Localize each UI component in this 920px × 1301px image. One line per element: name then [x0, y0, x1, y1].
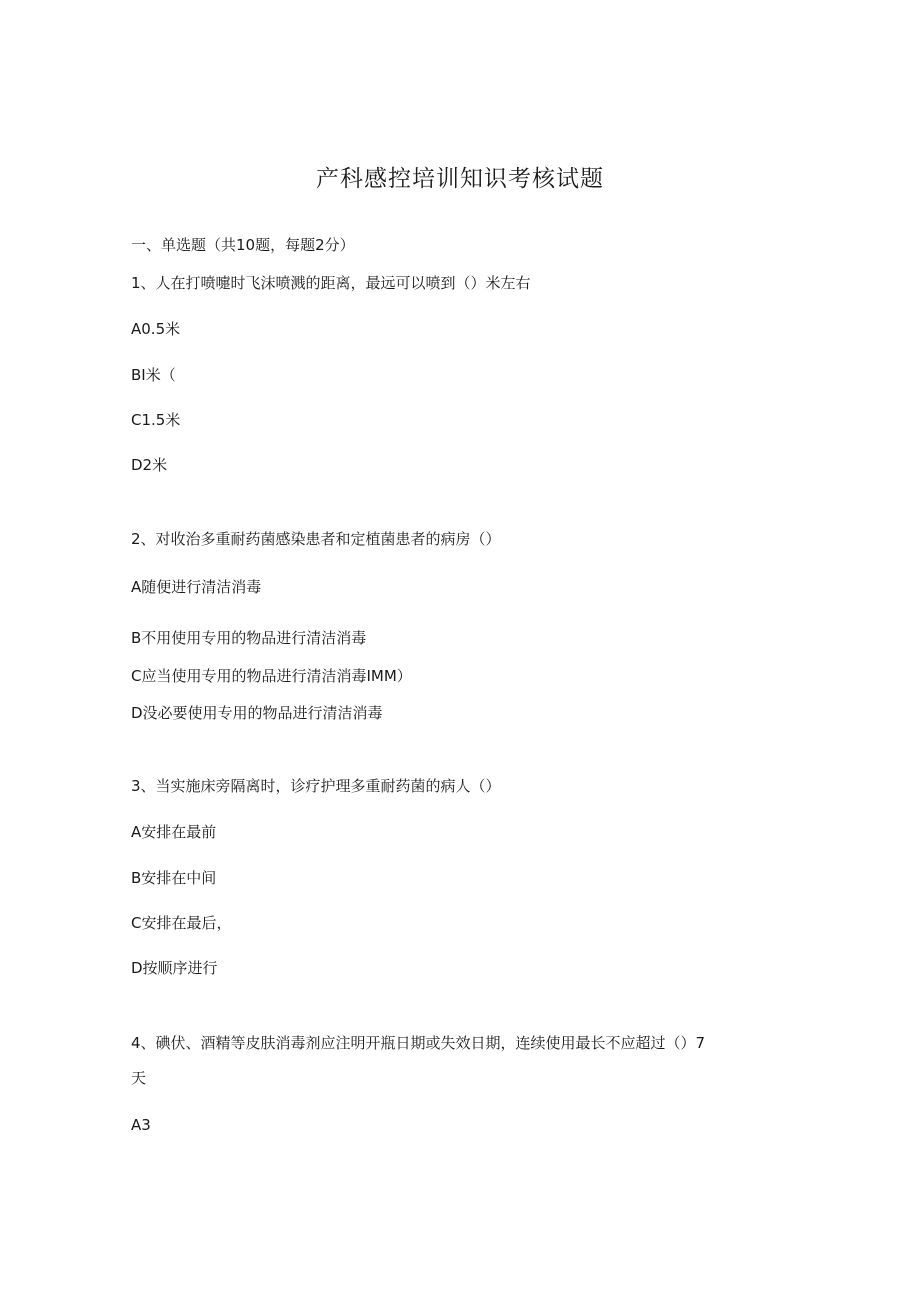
question-3-stem: 3、当实施床旁隔离时，诊疗护理多重耐药菌的病人（）: [131, 777, 501, 795]
question-2-stem: 2、对收治多重耐药菌感染患者和定植菌患者的病房（）: [131, 530, 501, 548]
question-2-option-c: C应当使用专用的物品进行清洁消毒IMM）: [131, 667, 412, 685]
question-1-option-a: A0.5米: [131, 320, 181, 338]
section-heading: 一、单选题（共10题，每题2分）: [131, 236, 355, 254]
question-1-stem: 1、人在打喷嚏时飞沫喷溅的距离，最远可以喷到（）米左右: [131, 274, 531, 292]
question-1-option-c: C1.5米: [131, 411, 181, 429]
question-2-option-a: A随便进行清洁消毒: [131, 578, 262, 596]
question-1-option-d: D2米: [131, 456, 168, 474]
question-4-stem-continued: 天: [131, 1069, 147, 1087]
question-3-option-d: D按顺序进行: [131, 959, 218, 977]
question-3-option-c: C安排在最后，: [131, 914, 232, 932]
question-3-option-a: A安排在最前: [131, 823, 217, 841]
question-4-option-a: A3: [131, 1116, 151, 1134]
question-4-stem: 4、碘伏、酒精等皮肤消毒剂应注明开瓶日期或失效日期，连续使用最长不应超过（）7: [131, 1034, 706, 1052]
question-3-option-b: B安排在中间: [131, 869, 217, 887]
page-title: 产科感控培训知识考核试题: [316, 166, 604, 192]
question-2-option-d: D没必要使用专用的物品进行清洁消毒: [131, 704, 383, 722]
question-2-option-b: B不用使用专用的物品进行清洁消毒: [131, 629, 367, 647]
question-1-option-b: BI米（: [131, 366, 176, 384]
